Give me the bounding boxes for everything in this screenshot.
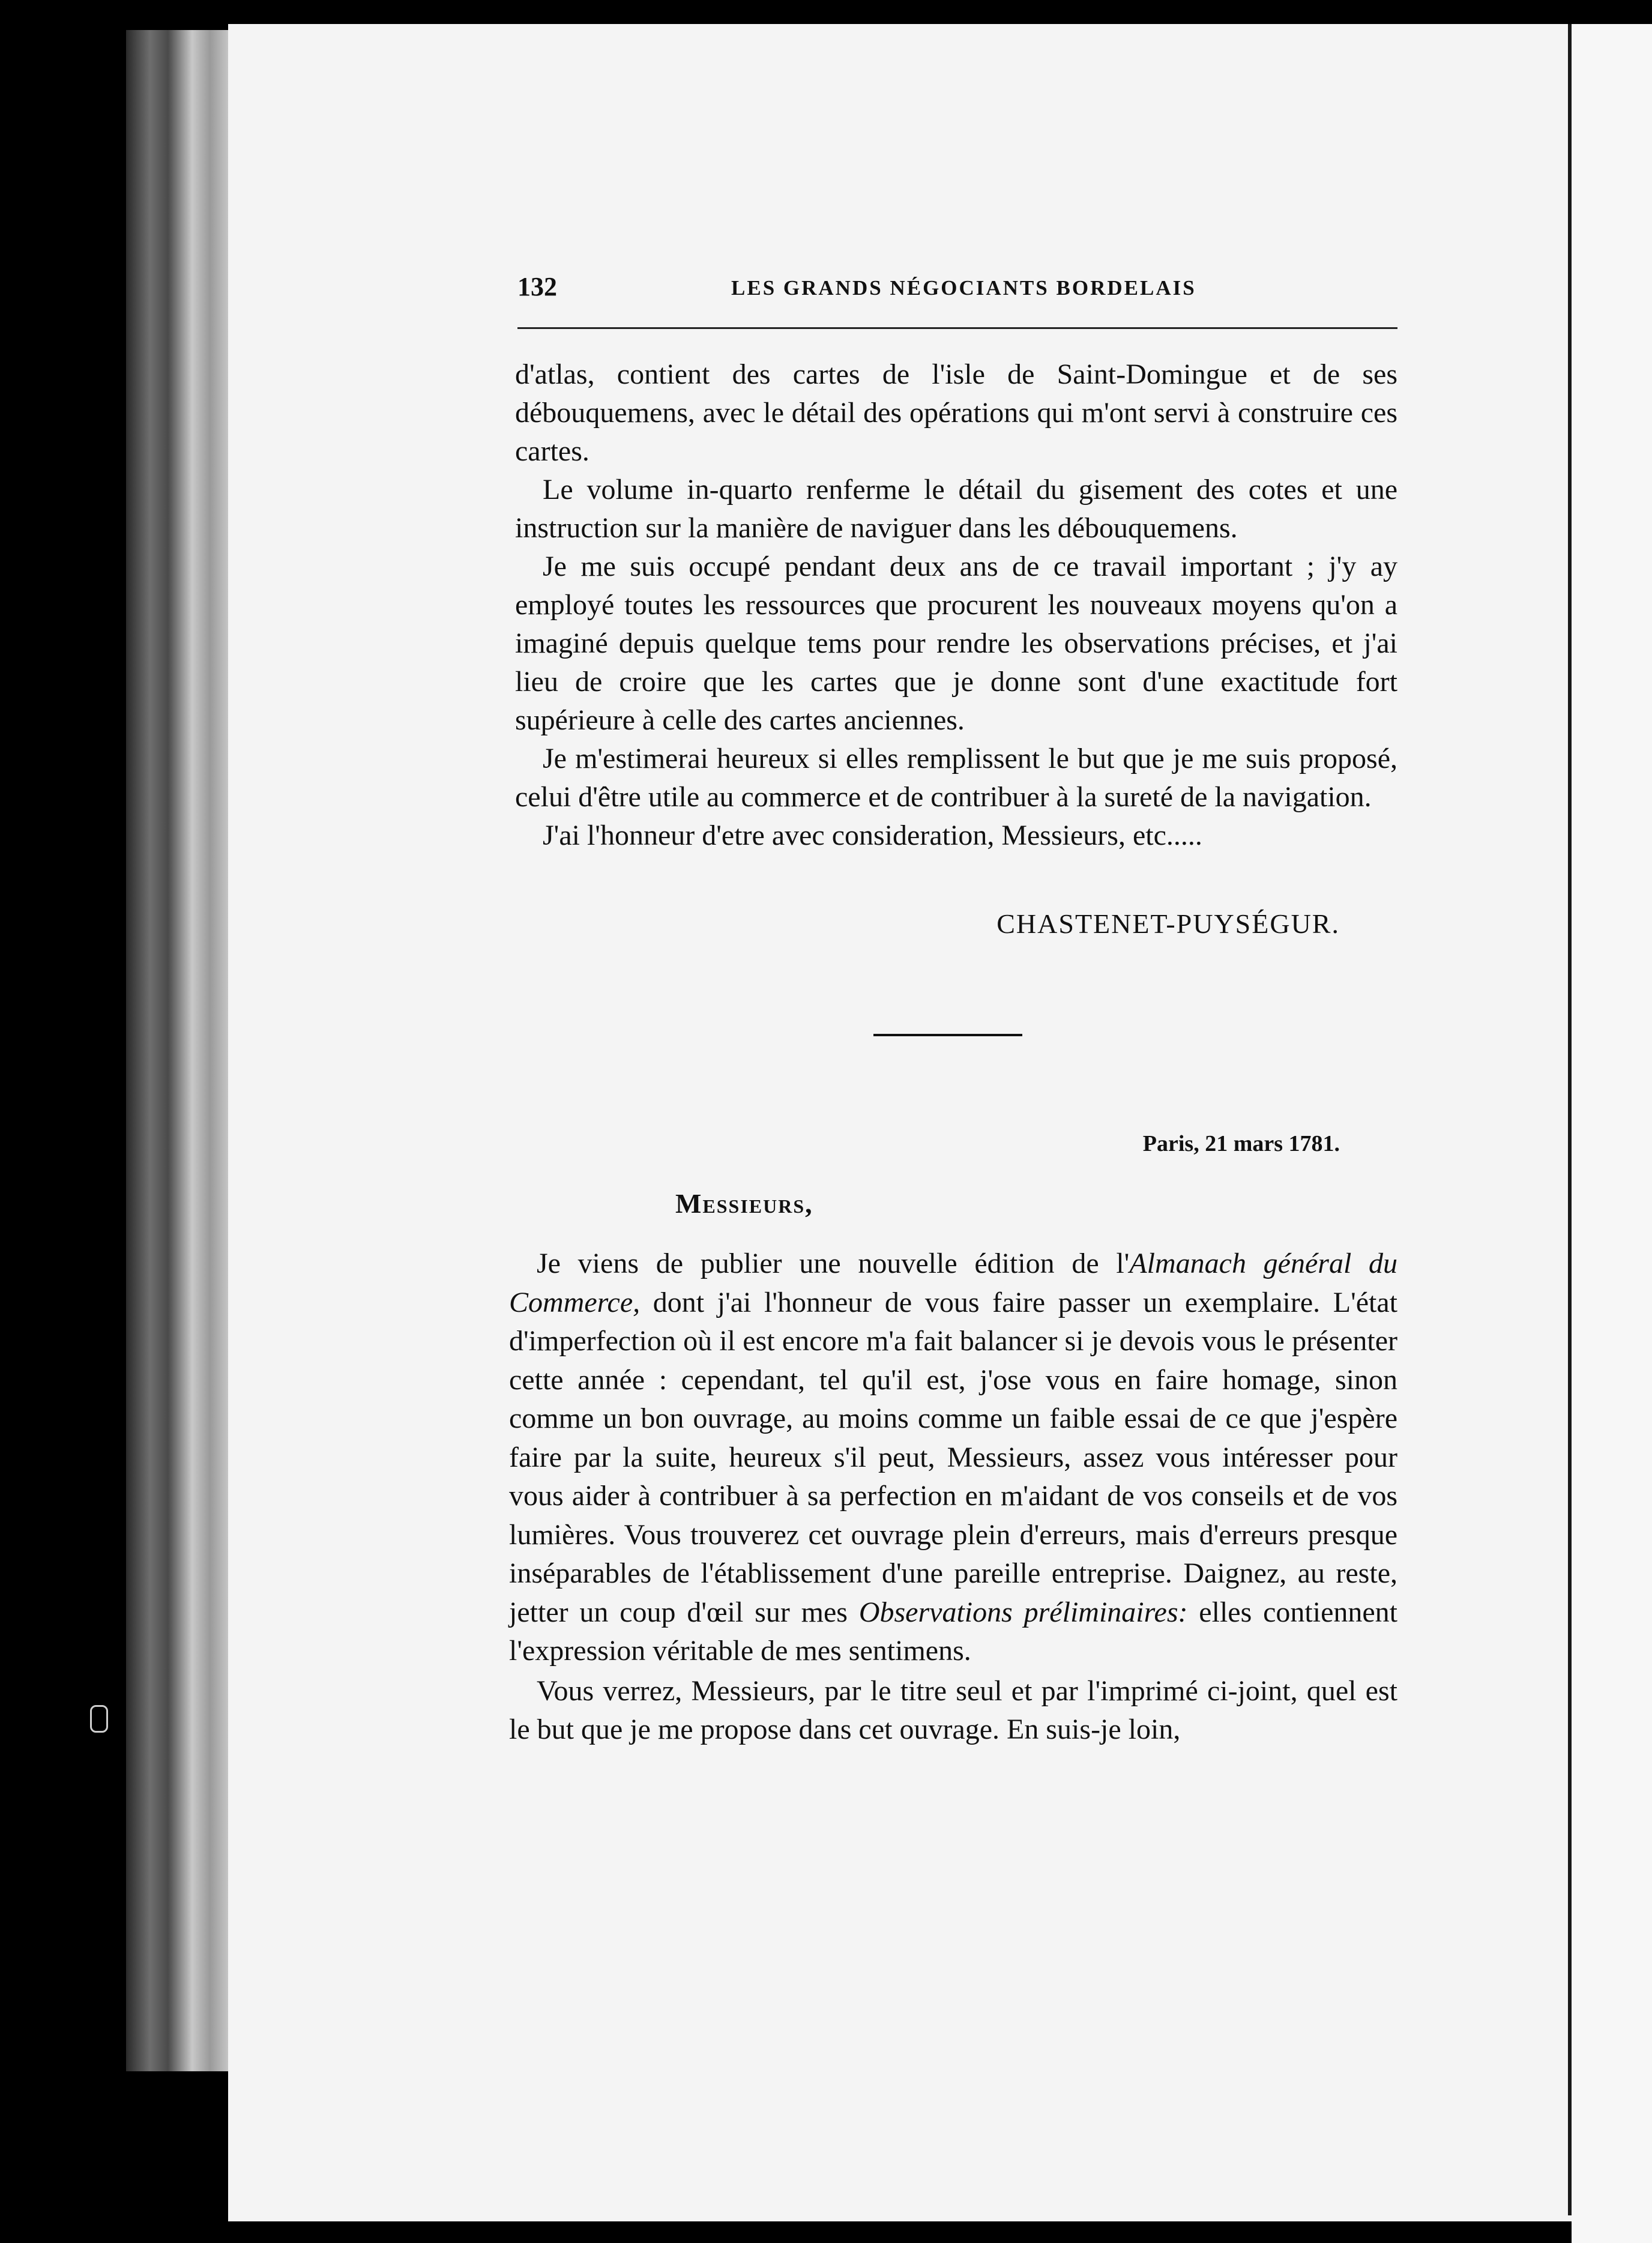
paragraph: Vous verrez, Messieurs, par le titre seul et par l'imprimé ci-joint, quel est le but que je me propose dans cet ouvrage. En suis-je loin, [509,1674,1397,1745]
running-header [517,271,1397,307]
text-run: dont j'ai l'honneur de vous faire passer un exemplaire. L'état d'imperfection où il est encore m'a fait balancer si je devois vous le présenter cette année : cependant, tel qu'il est, j'ose vous en faire homage, sinon comme un bon ouvrage, au moins comme un faible essai de ce que j'espère faire par la suite, heureux s'il peut, Messieurs, assez vous intéresser pour vous aider à contribuer à sa perfection en m'aidant de vos conseils et de vos lumières. Vous trouverez cet ouvrage plein d'erreurs, mais d'erreurs presque inséparables de l'établissement d'une pareille entreprise. Daignez, au reste, jetter un coup d'œil sur mes [509,1286,1397,1628]
paragraph: d'atlas, contient des cartes de l'isle de Saint-Domingue et de ses débouquemens, avec le détail des opérations qui m'ont servi à construire ces cartes. [515,358,1397,467]
margin-mark [90,1705,108,1733]
running-title: LES GRANDS NÉGOCIANTS BORDELAIS [731,276,1196,300]
paragraph: Je m'estimerai heureux si elles remplissent le but que je me suis proposé, celui d'être utile au commerce et de contribuer à la sureté de la navigation. [515,743,1397,813]
text-run: elles contiennent l'expression véritable de mes sentimens. [509,1596,1398,1667]
salutation: Messieurs, [675,1188,813,1219]
signature: CHASTENET-PUYSÉGUR. [996,908,1340,939]
page-number: 132 [517,272,557,301]
page-paper [228,24,1573,2221]
paragraph: Je me suis occupé pendant deux ans de ce travail important ; j'y ay employé toutes les ressources que procurent les nouveaux moyens qu'on a imaginé depuis quelque tems pour rendre les observations précises, et j'ai lieu de croire que les cartes que je donne sont d'une exactitude fort supérieure à celle des cartes anciennes. [515,551,1397,736]
closing-line: J'ai l'honneur d'etre avec consideration, Messieurs, etc..... [543,820,1202,851]
italic-title: Observations préliminaires: [858,1596,1188,1628]
letter-1-body [515,355,1397,855]
facing-page-edge [1572,24,1652,2243]
paragraph [509,1245,1397,1671]
paragraph: Le volume in-quarto renferme le détail du gisement des cotes et une instruction sur la manière de naviguer dans les débouquemens. [515,474,1397,544]
letter-2-body [509,1245,1397,1749]
italic-title: Almanach général du Commerce, [509,1248,1398,1318]
header-rule [517,327,1397,329]
dateline: Paris, 21 mars 1781. [1142,1131,1340,1156]
section-separator [873,1034,1022,1036]
text-run: Je viens de publier une nouvelle édition de l' [537,1248,1130,1279]
